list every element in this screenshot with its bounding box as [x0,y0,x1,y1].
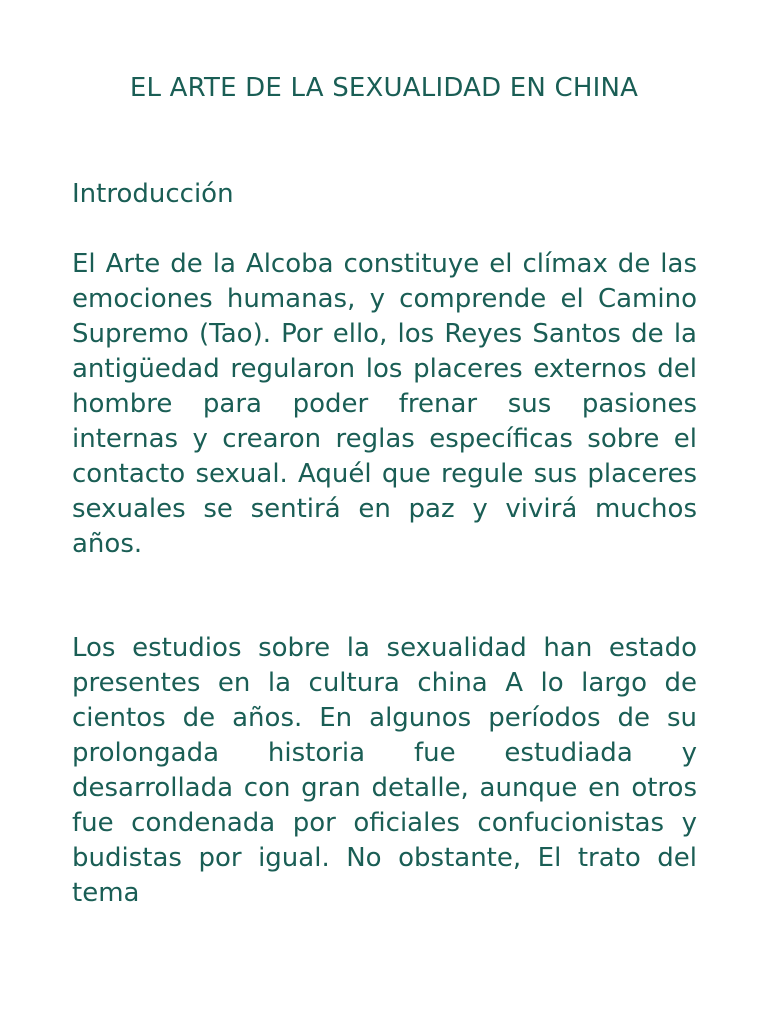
paragraph-2: Los estudios sobre la sexualidad han estado presentes en la cultura china A lo largo de cientos de años. En algunos períodos de su prolongada historia fue estudiada y desarrollada con gran detalle, aunque en otros fue condenada por oficiales confucionistas y budistas por igual. No obstante, El trato del tema [72,633,697,908]
paragraph-1: El Arte de la Alcoba constituye el clímax de las emociones humanas, y comprende el Camino Supremo (Tao). Por ello, los Reyes Santos de la antigüedad regularon los placeres externos del hombre para poder frenar sus pasiones internas y crearon reglas específicas sobre el contacto sexual. Aquél que regule sus placeres sexuales se sentirá en paz y vivirá muchos años. [72,249,697,559]
section-heading: Introducción [72,179,234,209]
document-title: EL ARTE DE LA SEXUALIDAD EN CHINA [129,73,639,103]
